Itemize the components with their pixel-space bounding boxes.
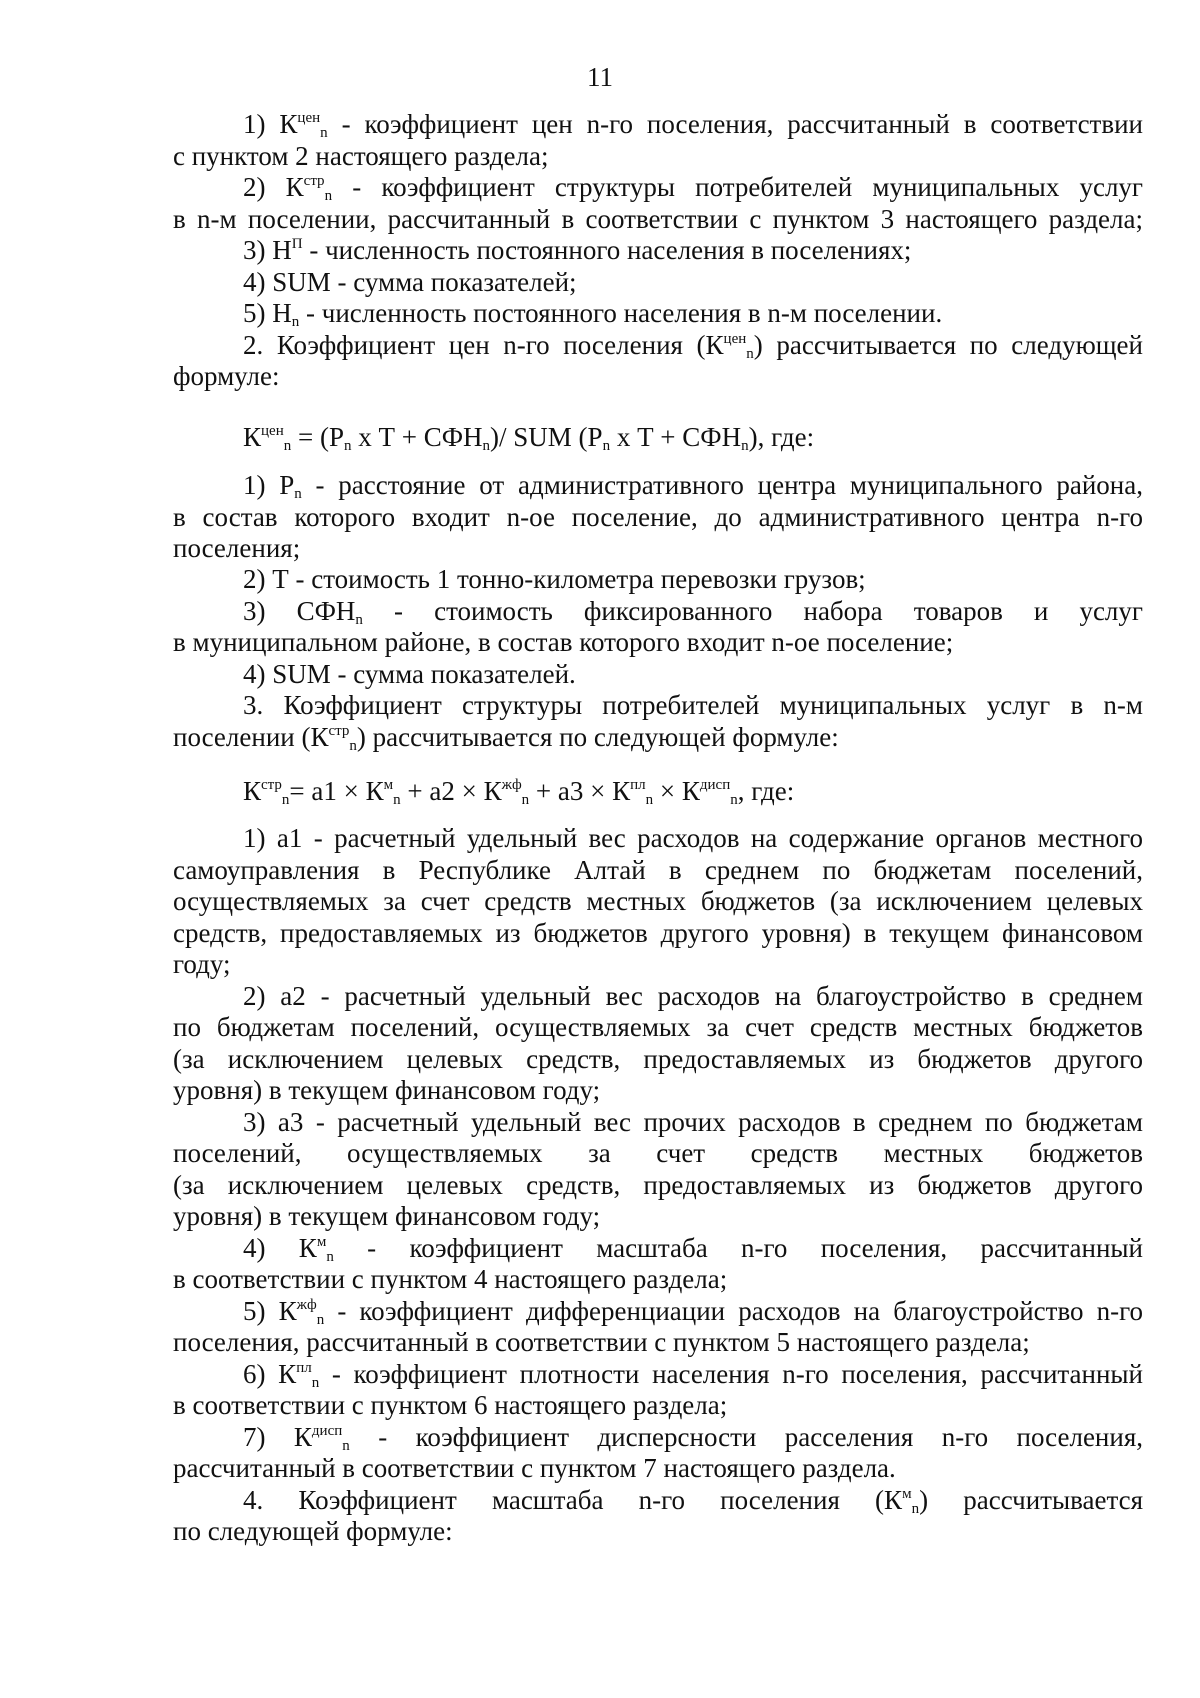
text-line xyxy=(243,658,1143,690)
text-line xyxy=(243,297,1143,329)
text-run: - коэффициент дифференциации расходов на благоустройство n-го xyxy=(324,1296,1144,1326)
text-run: ), где: xyxy=(748,422,815,452)
text-run: + a3 × К xyxy=(529,776,631,806)
text-run: 5) Н xyxy=(243,298,292,328)
text-run: 1) К xyxy=(243,109,298,139)
text-run: в соответствии с пунктом 6 настоящего раздела; xyxy=(173,1390,728,1420)
superscript-index: стр xyxy=(328,723,350,739)
text-run: 4. Коэффициент масштаба n-го поселения (К xyxy=(243,1485,903,1515)
text-run: 4) SUM - сумма показателей; xyxy=(243,267,577,297)
text-line xyxy=(243,1232,1143,1264)
text-run: К xyxy=(243,776,262,806)
text-run: самоуправления в Республике Алтай в среднем по бюджетам поселений, xyxy=(173,855,1143,885)
text-run: ) рассчитывается по следующей формуле: xyxy=(356,722,839,752)
subscript-index: n xyxy=(320,125,328,141)
text-run: осуществляемых за счет средств местных бюджетов (за исключением целевых xyxy=(173,886,1143,916)
text-run: = (Р xyxy=(291,422,344,452)
text-run: + a2 × К xyxy=(400,776,502,806)
text-line xyxy=(243,234,1143,266)
text-line xyxy=(173,1200,1143,1232)
text-run: (за исключением целевых средств, предоставляемых из бюджетов другого xyxy=(173,1044,1143,1074)
subscript-index: n xyxy=(324,188,333,204)
text-run: 1) Р xyxy=(243,470,295,500)
superscript-index: цен xyxy=(297,110,321,126)
text-run: 2) a2 - расчетный удельный вес расходов на благоустройство в среднем xyxy=(243,981,1143,1011)
text-run: - расстояние от административного центра муниципального района, xyxy=(301,470,1143,500)
text-line xyxy=(173,1074,1143,1106)
text-run: 1) a1 - расчетный удельный вес расходов на содержание органов местного xyxy=(243,823,1143,853)
text-line xyxy=(243,980,1143,1012)
text-run: поселения; xyxy=(173,533,301,563)
text-run: - численность постоянного населения в поселениях; xyxy=(302,235,912,265)
text-line xyxy=(243,1484,1143,1516)
superscript-index: стр xyxy=(303,173,325,189)
superscript-index: жф xyxy=(501,777,522,793)
subscript-index: n xyxy=(355,612,363,628)
text-run: - стоимость фиксированного набора товаров и услуг xyxy=(362,596,1143,626)
text-run: К xyxy=(243,422,262,452)
text-line xyxy=(243,1295,1143,1327)
subscript-index: n xyxy=(291,314,300,330)
text-line xyxy=(173,1011,1143,1043)
text-line xyxy=(173,360,1143,392)
superscript-index: пл xyxy=(630,777,646,793)
formula-line xyxy=(243,775,1143,807)
subscript-index: n xyxy=(645,792,654,808)
superscript-index: дисп xyxy=(311,1423,343,1439)
text-line xyxy=(243,822,1143,854)
text-run: 2. Коэффициент цен n-го поселения (К xyxy=(243,330,724,360)
text-line xyxy=(243,469,1143,501)
text-line xyxy=(173,948,1143,980)
text-run: 2) Т - стоимость 1 тонно-километра перевозки грузов; xyxy=(243,564,866,594)
superscript-index: П xyxy=(291,236,303,252)
text-line xyxy=(173,1137,1143,1169)
text-line xyxy=(243,595,1143,627)
text-run: , где: xyxy=(737,776,795,806)
text-run: × К xyxy=(653,776,700,806)
text-line xyxy=(173,1389,1143,1421)
text-line xyxy=(243,563,1143,595)
text-run: поселения, рассчитанный в соответствии с пунктом 5 настоящего раздела; xyxy=(173,1327,1030,1357)
subscript-index: n xyxy=(393,792,401,808)
text-line xyxy=(243,266,1143,298)
text-run: в состав которого входит n-ое поселение, до административного центра n-го xyxy=(173,502,1143,532)
text-line xyxy=(173,1452,1143,1484)
text-run: формуле: xyxy=(173,361,280,391)
text-line xyxy=(173,626,1143,658)
text-run: x Т + СФН xyxy=(610,422,742,452)
text-line xyxy=(243,171,1143,203)
superscript-index: цен xyxy=(261,423,284,439)
superscript-index: м xyxy=(383,777,394,793)
subscript-index: n xyxy=(281,792,290,808)
text-run: - численность постоянного населения в n-м поселении. xyxy=(299,298,943,328)
text-run: с пунктом 2 настоящего раздела; xyxy=(173,141,549,171)
superscript-index: дисп xyxy=(699,777,731,793)
text-run: 2) К xyxy=(243,172,304,202)
subscript-index: n xyxy=(911,1501,920,1517)
superscript-index: цен xyxy=(723,331,747,347)
subscript-index: n xyxy=(349,738,357,754)
superscript-index: м xyxy=(902,1486,912,1502)
text-run: = a1 × К xyxy=(289,776,384,806)
text-run: по бюджетам поселений, осуществляемых за счет средств местных бюджетов xyxy=(173,1012,1143,1042)
subscript-index: n xyxy=(294,486,302,502)
text-run: (за исключением целевых средств, предоставляемых из бюджетов другого xyxy=(173,1170,1143,1200)
subscript-index: n xyxy=(343,438,352,454)
text-run: поселении (К xyxy=(173,722,329,752)
subscript-index: n xyxy=(283,438,292,454)
text-line xyxy=(173,140,1143,172)
text-line xyxy=(173,1169,1143,1201)
text-run: 3) a3 - расчетный удельный вес прочих расходов в среднем по бюджетам xyxy=(243,1107,1143,1137)
text-run: - коэффициент структуры потребителей муниципальных услуг xyxy=(332,172,1144,202)
text-line xyxy=(243,689,1143,721)
subscript-index: n xyxy=(342,1438,350,1454)
text-run: 3) СФН xyxy=(243,596,356,626)
text-line xyxy=(173,1326,1143,1358)
text-line xyxy=(173,885,1143,917)
text-line xyxy=(243,1106,1143,1138)
superscript-index: стр xyxy=(261,777,282,793)
text-run: - коэффициент масштаба n-го поселения, рассчитанный xyxy=(333,1233,1144,1263)
text-run: уровня) в текущем финансовом году; xyxy=(173,1201,601,1231)
text-line xyxy=(173,501,1143,533)
text-line xyxy=(243,1358,1143,1390)
text-run: году; xyxy=(173,949,231,979)
text-run: - коэффициент плотности населения n-го поселения, рассчитанный xyxy=(319,1359,1143,1389)
text-line xyxy=(173,917,1143,949)
text-run: 3. Коэффициент структуры потребителей муниципальных услуг в n-м xyxy=(243,690,1143,720)
text-run: рассчитанный в соответствии с пунктом 7 настоящего раздела. xyxy=(173,1453,896,1483)
text-run: - коэффициент дисперсности расселения n-го поселения, xyxy=(349,1422,1143,1452)
text-run: )/ SUM (Р xyxy=(490,422,603,452)
text-run: 5) К xyxy=(243,1296,297,1326)
text-run: 3) Н xyxy=(243,235,292,265)
text-run: ) рассчитывается по следующей xyxy=(753,330,1143,360)
subscript-index: n xyxy=(602,438,611,454)
subscript-index: n xyxy=(741,438,749,454)
text-run: 7) К xyxy=(243,1422,312,1452)
text-run: в соответствии с пунктом 4 настоящего раздела; xyxy=(173,1264,728,1294)
text-line xyxy=(173,1043,1143,1075)
subscript-index: n xyxy=(730,792,738,808)
text-line xyxy=(173,1515,1143,1547)
text-run: 6) К xyxy=(243,1359,297,1389)
subscript-index: n xyxy=(326,1249,334,1265)
text-line xyxy=(173,532,1143,564)
text-run: в n-м поселении, рассчитанный в соответствии с пунктом 3 настоящего раздела; xyxy=(173,204,1143,234)
subscript-index: n xyxy=(521,792,530,808)
formula-line xyxy=(243,421,1143,453)
text-line xyxy=(173,854,1143,886)
subscript-index: n xyxy=(316,1312,325,1328)
text-run: поселений, осуществляемых за счет средств местных бюджетов xyxy=(173,1138,1143,1168)
text-run: в муниципальном районе, в состав которого входит n-ое поселение; xyxy=(173,627,954,657)
text-line xyxy=(173,1263,1143,1295)
text-run: ) рассчитывается xyxy=(919,1485,1144,1515)
text-run: 4) К xyxy=(243,1233,317,1263)
text-line xyxy=(243,1421,1143,1453)
subscript-index: n xyxy=(311,1375,320,1391)
text-line xyxy=(173,721,1143,753)
superscript-index: пл xyxy=(296,1360,312,1376)
text-line xyxy=(243,329,1143,361)
text-run: - коэффициент цен n-го поселения, рассчитанный в соответствии xyxy=(327,109,1143,139)
superscript-index: м xyxy=(316,1234,327,1250)
text-run: 4) SUM - сумма показателей. xyxy=(243,659,576,689)
superscript-index: жф xyxy=(296,1297,317,1313)
text-run: средств, предоставляемых из бюджетов другого уровня) в текущем финансовом xyxy=(173,918,1143,948)
text-line xyxy=(173,203,1143,235)
subscript-index: n xyxy=(482,438,491,454)
text-run: по следующей формуле: xyxy=(173,1516,453,1546)
page-number: 11 xyxy=(587,62,613,92)
text-line xyxy=(243,108,1143,140)
text-run: x Т + СФН xyxy=(351,422,483,452)
subscript-index: n xyxy=(746,346,754,362)
text-run: уровня) в текущем финансовом году; xyxy=(173,1075,601,1105)
